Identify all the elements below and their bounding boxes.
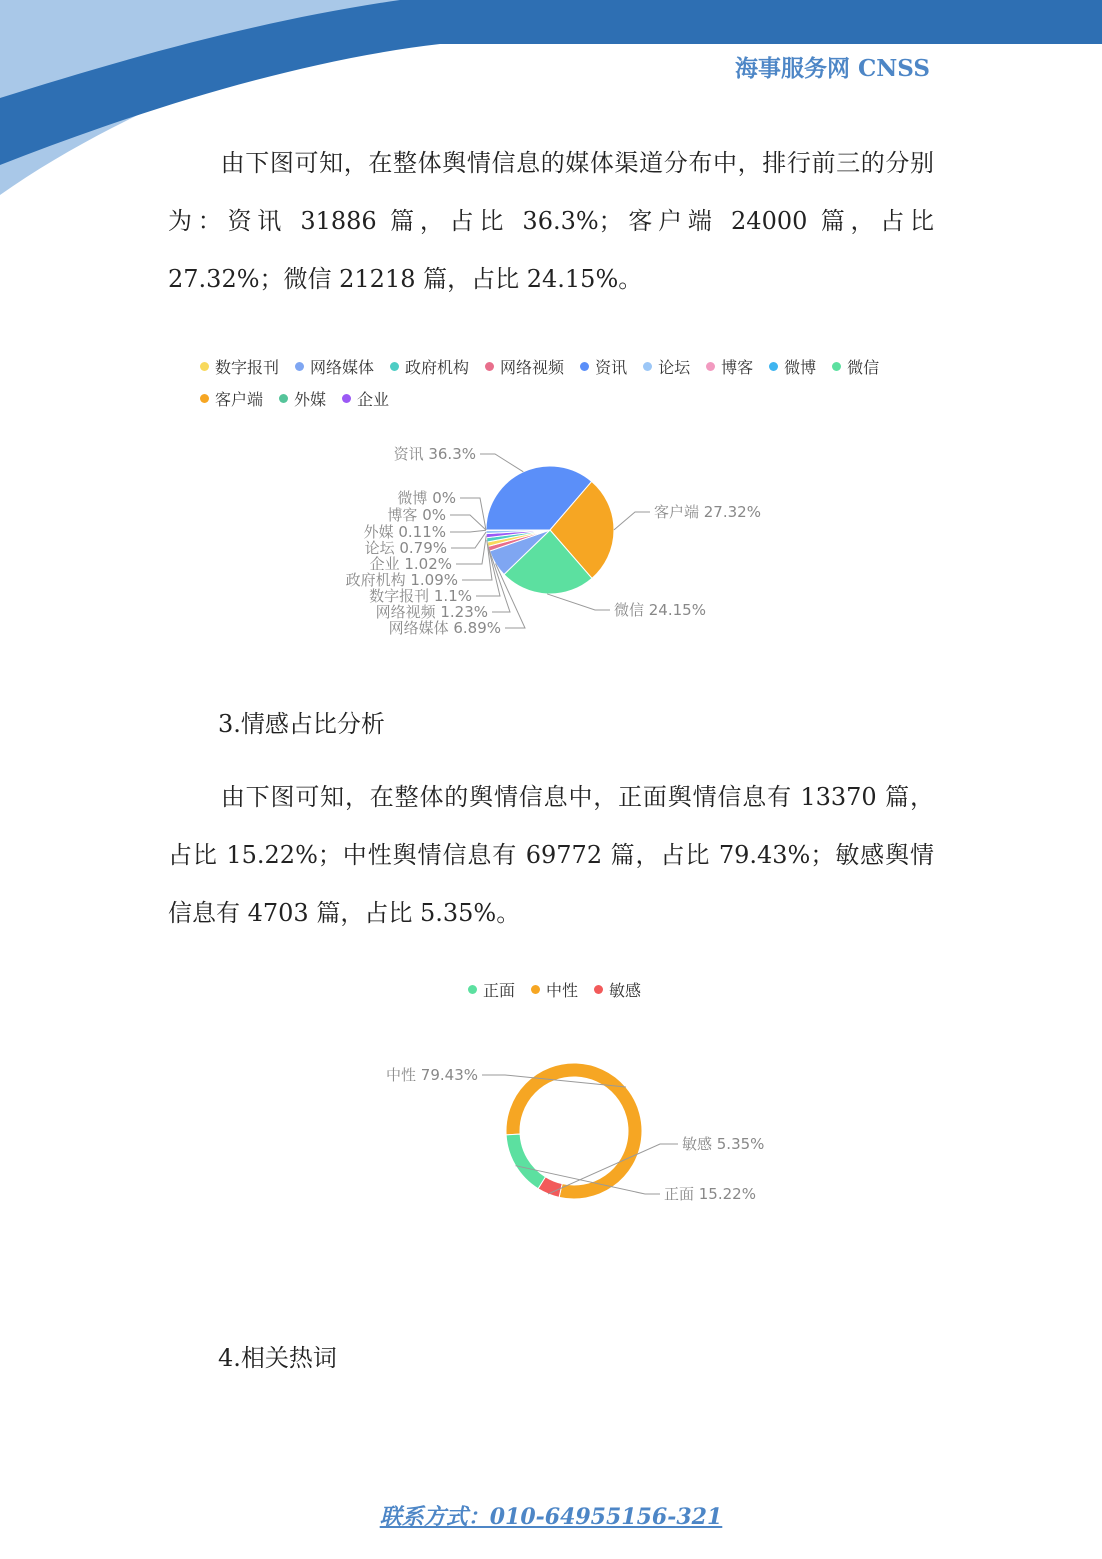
pie-slice-label: 资讯 36.3% bbox=[393, 445, 476, 463]
legend-label: 外媒 bbox=[294, 389, 327, 409]
legend-swatch bbox=[643, 362, 652, 371]
legend-item[interactable] bbox=[200, 355, 279, 378]
legend-item[interactable] bbox=[580, 355, 627, 378]
legend-swatch bbox=[485, 362, 494, 371]
legend-label: 正面 bbox=[483, 980, 516, 1000]
pie-slice-label: 外媒 0.11% bbox=[363, 523, 446, 541]
pie-slice-label: 数字报刊 1.1% bbox=[369, 587, 472, 605]
legend-swatch bbox=[295, 362, 304, 371]
legend-item[interactable] bbox=[832, 355, 879, 378]
legend-item[interactable] bbox=[594, 978, 641, 1001]
pie-slice-label: 敏感 5.35% bbox=[682, 1135, 765, 1153]
legend-swatch bbox=[390, 362, 399, 371]
pie-slice-label: 中性 79.43% bbox=[386, 1066, 478, 1084]
legend-swatch bbox=[200, 394, 209, 403]
legend-label: 微博 bbox=[784, 357, 817, 377]
pie-leader-line bbox=[547, 594, 610, 610]
legend-label: 网络媒体 bbox=[310, 357, 375, 377]
legend-row bbox=[468, 973, 657, 1005]
pie-slice-label: 企业 1.02% bbox=[369, 555, 452, 573]
legend-item[interactable] bbox=[279, 387, 326, 410]
legend-label: 企业 bbox=[357, 389, 390, 409]
pie-leader-line bbox=[450, 530, 486, 532]
legend-label: 论坛 bbox=[658, 357, 691, 377]
legend-item[interactable] bbox=[342, 387, 389, 410]
chart-media-legend bbox=[200, 350, 895, 414]
pie-slice-label: 微信 24.15% bbox=[614, 601, 706, 619]
chart-sentiment-donut bbox=[300, 1050, 900, 1250]
section-heading-hotwords: 4.相关热词 bbox=[218, 1344, 337, 1372]
legend-swatch bbox=[832, 362, 841, 371]
legend-label: 资讯 bbox=[595, 357, 628, 377]
pie-slice-3[interactable] bbox=[506, 1134, 545, 1189]
pie-leader-line bbox=[450, 515, 486, 530]
legend-swatch bbox=[769, 362, 778, 371]
legend-item[interactable] bbox=[706, 355, 753, 378]
paragraph-media-channels bbox=[168, 134, 934, 308]
pie-slice-label: 网络媒体 6.89% bbox=[388, 619, 501, 637]
legend-item[interactable] bbox=[295, 355, 374, 378]
legend-swatch bbox=[279, 394, 288, 403]
pie-leader-line bbox=[460, 498, 486, 530]
paragraph-sentiment-text: 由下图可知，在整体的舆情信息中，正面舆情信息有 13370 篇，占比 15.22%；中性舆情信息有 69772 篇，占比 79.43%；敏感舆情信息有 4703 篇，占比 5.35%。 bbox=[168, 783, 934, 927]
legend-swatch bbox=[342, 394, 351, 403]
section-heading-sentiment: 3.情感占比分析 bbox=[218, 710, 385, 738]
legend-label: 网络视频 bbox=[500, 357, 565, 377]
pie-slice-label: 博客 0% bbox=[387, 506, 446, 524]
legend-label: 客户端 bbox=[215, 389, 264, 409]
legend-label: 中性 bbox=[546, 980, 579, 1000]
footer-contact bbox=[0, 1500, 1102, 1531]
footer-contact-text: 联系方式：010-64955156-321 bbox=[379, 1504, 723, 1530]
legend-item[interactable] bbox=[531, 978, 578, 1001]
chart-media-pie bbox=[300, 440, 900, 660]
paragraph-media-channels-text: 由下图可知，在整体舆情信息的媒体渠道分布中，排行前三的分别为：资讯 31886 篇，占比 36.3%；客户端 24000 篇，占比 27.32%；微信 21218 篇，占比 24.15%。 bbox=[168, 149, 934, 293]
legend-item[interactable] bbox=[468, 978, 515, 1001]
brand-title: 海事服务网 CNSS bbox=[734, 55, 930, 82]
legend-swatch bbox=[594, 985, 603, 994]
legend-label: 数字报刊 bbox=[215, 357, 280, 377]
legend-item[interactable] bbox=[390, 355, 469, 378]
pie-slice-label: 政府机构 1.09% bbox=[345, 571, 458, 589]
pie-leader-line bbox=[456, 536, 486, 564]
legend-swatch bbox=[580, 362, 589, 371]
legend-item[interactable] bbox=[769, 355, 816, 378]
pie-leader-line bbox=[451, 532, 486, 548]
legend-row bbox=[200, 350, 895, 382]
pie-slice-label: 微博 0% bbox=[397, 489, 456, 507]
legend-label: 政府机构 bbox=[405, 357, 470, 377]
chart-sentiment-legend bbox=[468, 973, 657, 1005]
legend-swatch bbox=[531, 985, 540, 994]
paragraph-sentiment bbox=[168, 768, 934, 942]
legend-swatch bbox=[706, 362, 715, 371]
legend-swatch bbox=[468, 985, 477, 994]
legend-label: 博客 bbox=[721, 357, 754, 377]
legend-label: 微信 bbox=[847, 357, 880, 377]
legend-row bbox=[200, 382, 895, 414]
legend-item[interactable] bbox=[643, 355, 690, 378]
pie-slice-label: 正面 15.22% bbox=[664, 1185, 756, 1203]
legend-swatch bbox=[200, 362, 209, 371]
legend-item[interactable] bbox=[485, 355, 564, 378]
pie-leader-line bbox=[614, 512, 650, 530]
pie-slice-label: 客户端 27.32% bbox=[654, 503, 761, 521]
legend-item[interactable] bbox=[200, 387, 263, 410]
pie-leader-line bbox=[480, 454, 523, 472]
pie-slice-label: 论坛 0.79% bbox=[364, 539, 447, 557]
pie-slice-label: 网络视频 1.23% bbox=[375, 603, 488, 621]
legend-label: 敏感 bbox=[609, 980, 642, 1000]
